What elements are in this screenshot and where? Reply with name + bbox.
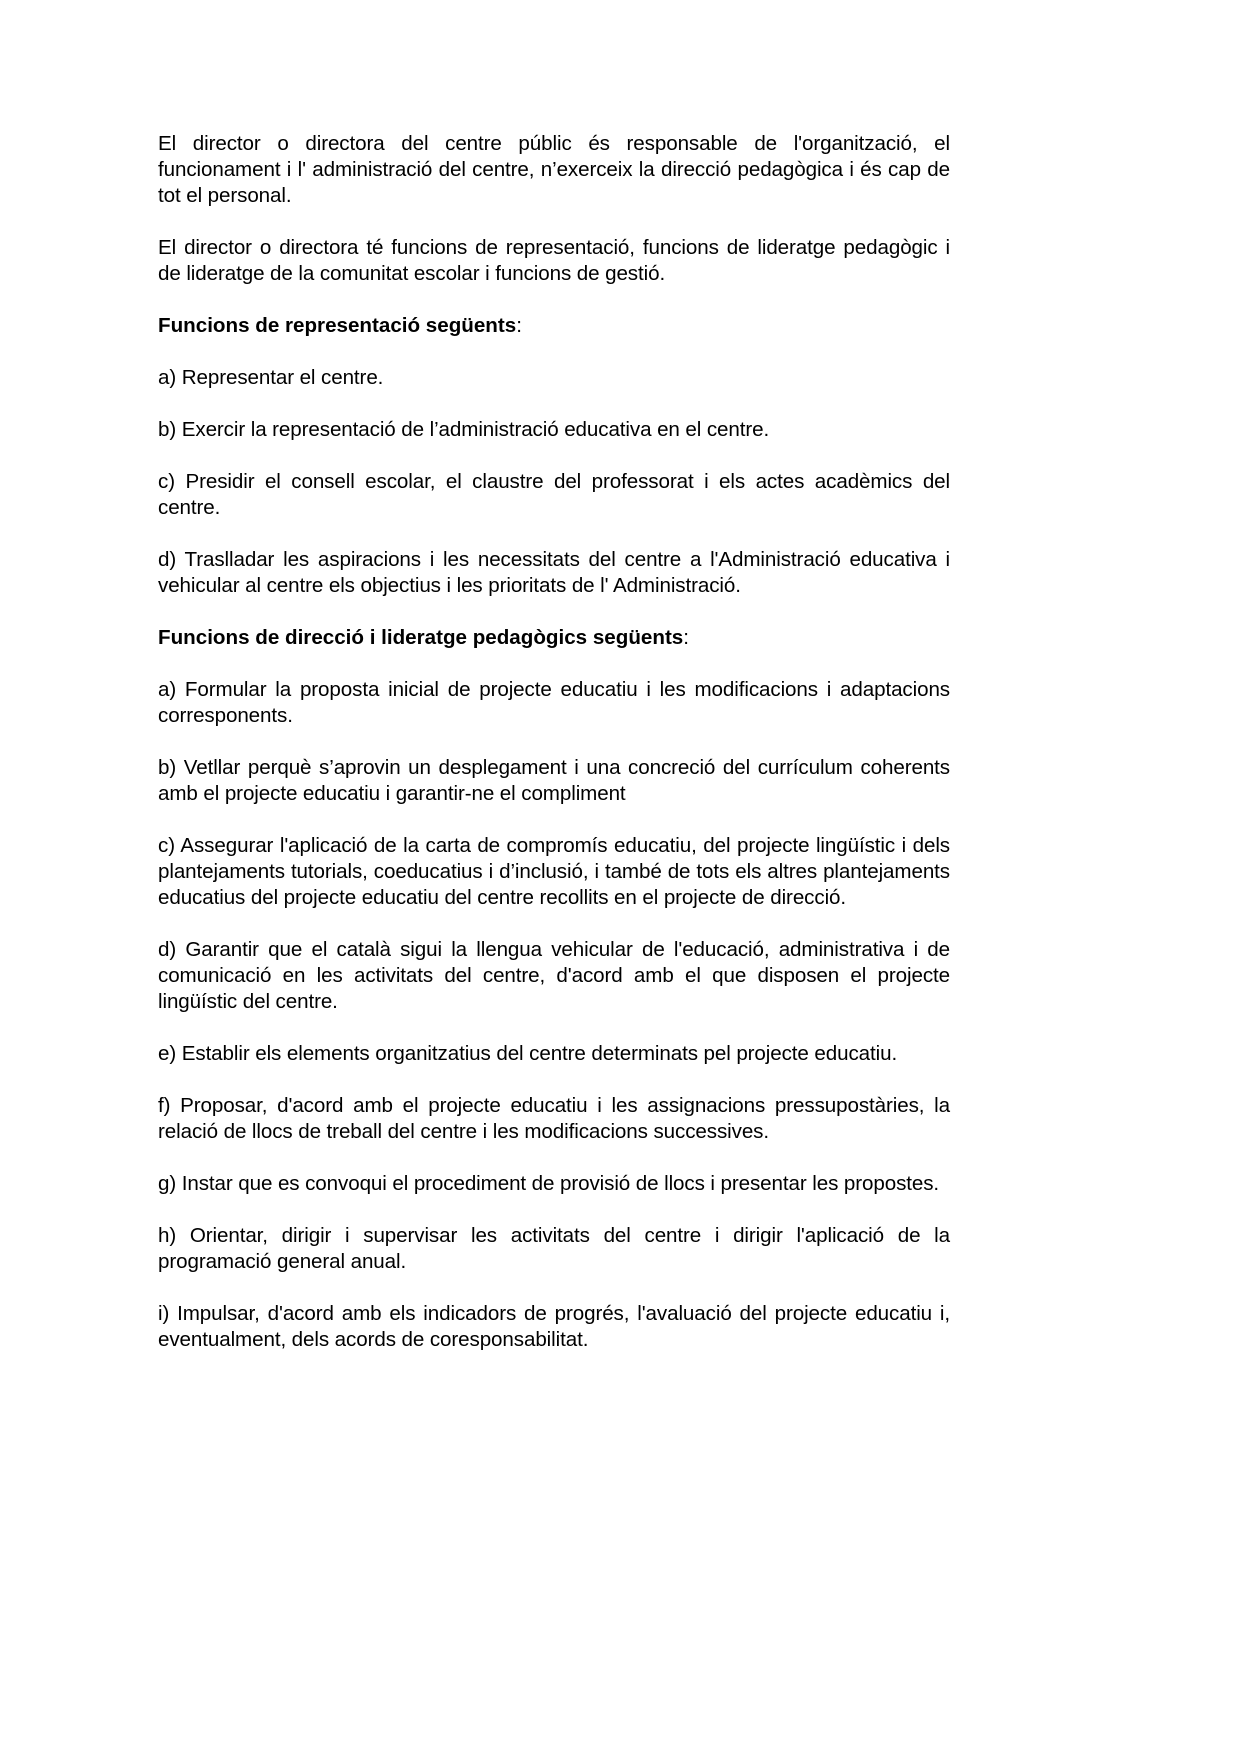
document-page <box>158 131 950 1379</box>
list-item: e) Establir els elements organitzatius del centre determinats pel projecte educatiu. <box>158 1042 898 1065</box>
section-heading-text: Funcions de direcció i lideratge pedagògics següents <box>158 626 684 649</box>
intro-paragraph: El director o directora té funcions de representació, funcions de lideratge pedagògic i de lideratge de la comunitat escolar i funcions de gestió. <box>158 236 950 285</box>
list-item: b) Vetllar perquè s’aprovin un desplegament i una concreció del currículum coherents amb el projecte educatiu i garantir-ne el compliment <box>158 756 950 805</box>
list-item: h) Orientar, dirigir i supervisar les activitats del centre i dirigir l'aplicació de la programació general anual. <box>158 1224 950 1273</box>
list-item: b) Exercir la representació de l’administració educativa en el centre. <box>158 418 770 441</box>
section-heading-suffix: : <box>516 314 522 337</box>
section-heading <box>158 313 950 339</box>
list-item: d) Garantir que el català sigui la llengua vehicular de l'educació, administrativa i de comunicació en les activitats del centre, d'acord amb el que disposen el projecte lingüístic del centre. <box>158 938 950 1013</box>
list-item: g) Instar que es convoqui el procediment de provisió de llocs i presentar les propostes. <box>158 1172 940 1195</box>
list-item: a) Formular la proposta inicial de projecte educatiu i les modificacions i adaptacions corresponents. <box>158 678 950 727</box>
list-item: a) Representar el centre. <box>158 366 384 389</box>
section-heading-text: Funcions de representació següents <box>158 314 517 337</box>
section-heading <box>158 625 950 651</box>
list-item: c) Assegurar l'aplicació de la carta de compromís educatiu, del projecte lingüístic i dels plantejaments tutorials, coeducatius i d’inclusió, i també de tots els altres plantejaments educatius del projecte educatiu del centre recollits en el projecte de direcció. <box>158 834 950 909</box>
list-item: f) Proposar, d'acord amb el projecte educatiu i les assignacions pressupostàries, la relació de llocs de treball del centre i les modificacions successives. <box>158 1094 950 1143</box>
list-item: d) Traslladar les aspiracions i les necessitats del centre a l'Administració educativa i vehicular al centre els objectius i les prioritats de l' Administració. <box>158 548 950 597</box>
list-item: i) Impulsar, d'acord amb els indicadors de progrés, l'avaluació del projecte educatiu i, eventualment, dels acords de coresponsabilitat. <box>158 1302 950 1351</box>
list-item: c) Presidir el consell escolar, el claustre del professorat i els actes acadèmics del centre. <box>158 470 950 519</box>
section-heading-suffix: : <box>683 626 689 649</box>
intro-paragraph: El director o directora del centre públic és responsable de l'organització, el funcionament i l' administració del centre, n’exerceix la direcció pedagògica i és cap de tot el personal. <box>158 132 950 207</box>
